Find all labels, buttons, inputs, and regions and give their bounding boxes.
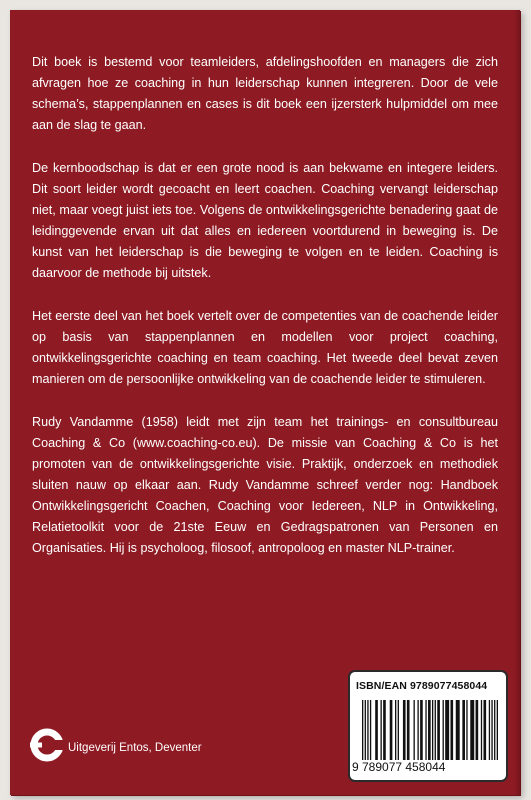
barcode-bar (398, 700, 399, 760)
barcode-box (348, 670, 508, 782)
barcode-bar (489, 700, 490, 760)
barcode-bar (437, 700, 440, 760)
barcode-bar (403, 700, 406, 760)
back-cover (10, 10, 520, 795)
blurb-text (32, 52, 498, 559)
barcode-bar (395, 700, 396, 760)
barcode-bar (367, 700, 368, 760)
barcode-digits: 9 789077 458044 (352, 760, 446, 774)
barcode-bar (483, 700, 486, 760)
publisher-name: Uitgeverij Entos, Deventer (68, 742, 202, 754)
barcode-bar (494, 700, 495, 760)
barcode-bar (407, 700, 410, 760)
barcode-bar (390, 700, 393, 760)
barcode-bars (362, 700, 498, 762)
blurb-paragraph-3: Het eerste deel van het boek vertelt over de competenties van de coachende leider op basis van stappenplannen en modellen voor project coaching, ontwikkelingsgerichte coaching en team coaching. Het tweede deel bevat zeven manieren om de persoonlijke ontwikkeling van de coachende leider te stimuleren. (32, 309, 498, 386)
barcode-bar (365, 700, 366, 760)
barcode-bar (375, 700, 378, 760)
barcode-bar (450, 700, 453, 760)
barcode-bar (417, 700, 418, 760)
barcode-bar (462, 700, 465, 760)
barcode-bar (432, 700, 433, 760)
author-bio: Rudy Vandamme (1958) leidt met zijn team het trainings- en consultbureau Coaching & Co (www.coaching-co.eu). De missie van Coaching & Co is het promoten van de ontwikkelingsgerichte visie. Praktijk, onderzoek en methodiek sluiten nauw op elkaar aan. Rudy Vandamme schreef verder nog: Handboek Ontwikkelingsgericht Coachen, Coaching voor Iedereen, NLP in Ontwikkeling, Relatietoolkit voor de 21ste Eeuw en Gedragspatronen van Personen en Organisaties. Hij is psycholoog, filosoof, antropoloog en master NLP-trainer. (32, 415, 498, 555)
barcode-bar (470, 700, 474, 760)
barcode-bar (456, 700, 460, 760)
blurb-paragraph-2: De kernboodschap is dat er een grote nood is aan bekwame en integere leiders. Dit soort leider wordt gecoacht en leert coachen. Coaching vervangt leiderschap niet, maar voegt juist iets toe. Volgens de ontwikkelingsgerichte benadering gaat de leidinggevende ervan uit dat alles en iedereen voortdurend in beweging is. De kunst van het leiderschap is die beweging te volgen en te leiden. Coaching is daarvoor de methode bij uitstek. (32, 161, 498, 280)
barcode-bar (476, 700, 479, 760)
barcode-bar (428, 700, 431, 760)
barcode-bar (383, 700, 386, 760)
barcode-bar (362, 700, 363, 760)
barcode-bar (380, 700, 381, 760)
barcode-bar (443, 700, 444, 760)
publisher-block (30, 728, 202, 762)
barcode-bar (491, 700, 492, 760)
barcode-bar (497, 700, 498, 760)
barcode-bar (481, 700, 482, 760)
barcode-bar (466, 700, 467, 760)
barcode-bar (425, 700, 426, 760)
barcode-bar (420, 700, 423, 760)
blurb-paragraph-1: Dit boek is bestemd voor teamleiders, afdelingshoofden en managers die zich afvragen hoe ze coaching in hun leiderschap kunnen integreren. Door de vele schema’s, stappenplannen en cases is dit boek een ijzersterk hulpmiddel om mee aan de slag te gaan. (32, 55, 498, 132)
barcode-bar (414, 700, 415, 760)
barcode-bar (445, 700, 449, 760)
barcode-bar (435, 700, 436, 760)
isbn-label: ISBN/EAN 9789077458044 (356, 680, 488, 692)
entos-logo-icon (30, 728, 64, 762)
barcode-bar (370, 700, 371, 760)
